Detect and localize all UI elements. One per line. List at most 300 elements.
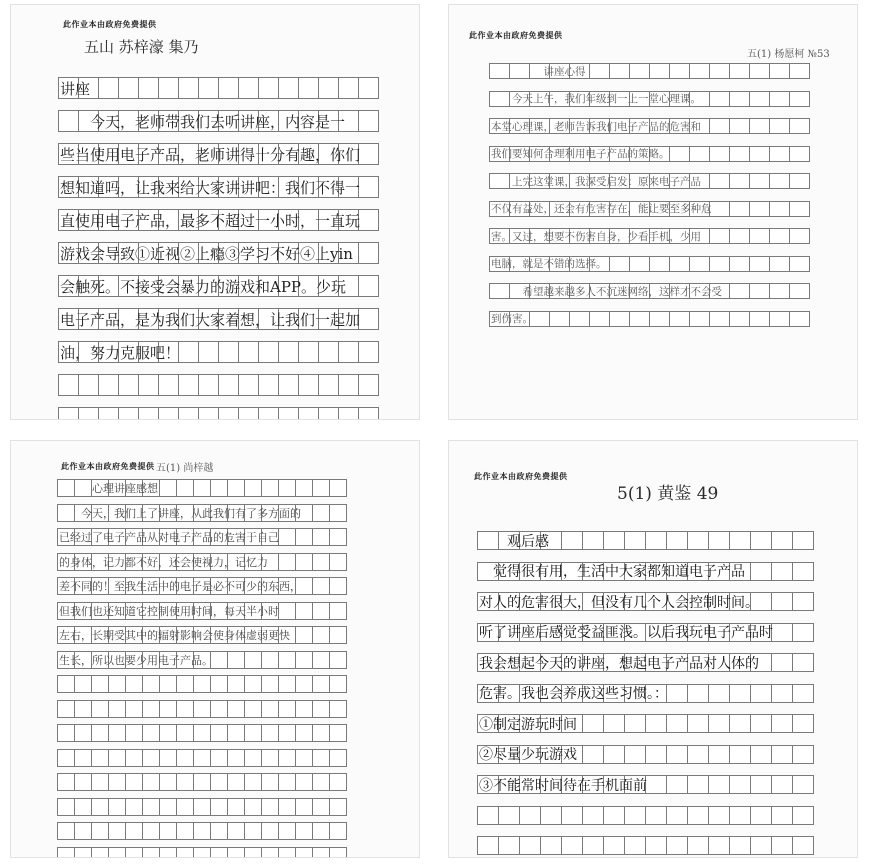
grid-cell (645, 836, 667, 855)
handwritten-line: 心理讲座感想 (59, 482, 158, 495)
grid-cell (477, 806, 499, 825)
grid-cell (57, 700, 75, 718)
homework-sheet-2 (448, 4, 858, 420)
grid-cell (771, 806, 793, 825)
grid-cell (125, 749, 143, 767)
grid-cell (278, 407, 299, 420)
grid-row (57, 798, 346, 816)
grid-row (57, 724, 346, 742)
grid-cell (91, 675, 109, 693)
grid-cell (329, 749, 347, 767)
handwritten-line: ②尽量少玩游戏 (479, 747, 577, 763)
grid-cell (176, 798, 194, 816)
grid-cell (193, 675, 211, 693)
grid-cell (57, 822, 75, 840)
grid-cell (312, 822, 330, 840)
grid-cell (244, 700, 262, 718)
grid-cell (57, 675, 75, 693)
grid-cell (244, 773, 262, 791)
grid-cell (74, 749, 92, 767)
grid-cell (78, 407, 99, 420)
grid-row (58, 143, 378, 165)
grid-cell (238, 407, 259, 420)
grid-cell (125, 822, 143, 840)
grid-cell (176, 822, 194, 840)
grid-cell (91, 773, 109, 791)
grid-cell (498, 806, 520, 825)
grid-cell (178, 407, 199, 420)
grid-cell (159, 773, 177, 791)
grid-cell (298, 374, 319, 396)
grid-row (489, 91, 809, 107)
grid-cell (244, 822, 262, 840)
grid-cell (477, 836, 499, 855)
grid-cell (142, 822, 160, 840)
handwritten-line: 电脑，就是不错的选择。 (491, 258, 607, 270)
grid-cell (261, 724, 279, 742)
handwritten-line: 对人的危害很大，但没有几个人会控制时间。 (479, 594, 759, 611)
grid-cell (108, 798, 126, 816)
grid-cell (312, 847, 330, 859)
grid-cell (295, 724, 313, 742)
grid-cell (295, 773, 313, 791)
grid-cell (295, 675, 313, 693)
grid-cell (91, 847, 109, 859)
grid-cell (329, 700, 347, 718)
grid-cell (329, 773, 347, 791)
grid-cell (198, 374, 219, 396)
grid-cell (540, 836, 562, 855)
handwritten-line: ③不能常时间待在手机面前 (479, 777, 647, 794)
grid-cell (125, 847, 143, 859)
grid-cell (210, 749, 228, 767)
grid-cell (118, 407, 139, 420)
grid-cell (519, 806, 541, 825)
grid-cell (176, 773, 194, 791)
grid-row (477, 592, 813, 611)
handwritten-line: 上完这堂课，我深受启发：原来电子产品 (491, 175, 701, 188)
grid-row (57, 822, 346, 840)
handwritten-line: 今天，老师带我们去听讲座，内容是一 (60, 112, 346, 131)
grid-cell (74, 724, 92, 742)
student-name: 五(1) 尚梓越 (156, 463, 214, 474)
grid-cell (312, 749, 330, 767)
grid-cell (108, 773, 126, 791)
grid-cell (261, 847, 279, 859)
grid-cell (210, 700, 228, 718)
grid-cell (278, 749, 296, 767)
grid-cell (210, 847, 228, 859)
grid-cell (312, 798, 330, 816)
grid-cell (338, 407, 359, 420)
grid-cell (142, 847, 160, 859)
grid-cell (603, 806, 625, 825)
grid-cell (125, 798, 143, 816)
grid-cell (261, 675, 279, 693)
grid-cell (624, 836, 646, 855)
grid-cell (193, 798, 211, 816)
grid-cell (278, 822, 296, 840)
handwritten-line: 左右，长期受其中的辐射影响会使身体虚弱更快 (59, 629, 290, 642)
handwritten-line: 些当使用电子产品，老师讲得十分有趣，你们 (60, 145, 361, 164)
grid-row (489, 63, 809, 79)
grid-cell (193, 724, 211, 742)
grid-cell (57, 724, 75, 742)
grid-cell (519, 836, 541, 855)
handwritten-line: 电子产品，是为我们大家着想，让我们一起加 (60, 310, 361, 329)
grid-cell (138, 374, 159, 396)
handwritten-line: 观后感 (479, 533, 549, 550)
grid-row (57, 479, 346, 497)
grid-cell (329, 822, 347, 840)
grid-row (57, 528, 346, 546)
grid-row (58, 176, 378, 198)
grid-cell (98, 374, 119, 396)
grid-cell (278, 675, 296, 693)
grid-cell (210, 773, 228, 791)
grid-cell (159, 822, 177, 840)
grid-cell (193, 749, 211, 767)
grid-cell (244, 724, 262, 742)
grid-cell (750, 806, 772, 825)
grid-cell (159, 749, 177, 767)
grid-cell (218, 374, 239, 396)
writing-grid (477, 531, 813, 858)
grid-cell (645, 806, 667, 825)
grid-cell (244, 847, 262, 859)
grid-cell (295, 749, 313, 767)
grid-row (57, 700, 346, 718)
grid-row (489, 311, 809, 327)
handwritten-line: 讲座心得 (491, 65, 586, 78)
grid-cell (176, 675, 194, 693)
grid-row (57, 577, 346, 595)
handwritten-line: 讲座 (60, 79, 91, 98)
grid-cell (78, 374, 99, 396)
grid-cell (91, 798, 109, 816)
handwritten-line: 油，努力克服吧！ (60, 343, 181, 362)
grid-cell (210, 724, 228, 742)
grid-cell (108, 675, 126, 693)
handwritten-line: 不仅有益处，还会有危害存在，能让要至多种危 (491, 203, 712, 215)
grid-row (57, 847, 346, 859)
grid-cell (176, 700, 194, 718)
grid-cell (312, 675, 330, 693)
grid-cell (159, 724, 177, 742)
grid-cell (57, 847, 75, 859)
grid-row (477, 836, 813, 855)
handwritten-line: 的身体，记力都不好，还会使视力，记忆力 (59, 555, 268, 569)
grid-cell (91, 822, 109, 840)
grid-cell (193, 822, 211, 840)
grid-cell (142, 675, 160, 693)
grid-cell (227, 822, 245, 840)
grid-cell (729, 806, 751, 825)
grid-row (58, 275, 378, 297)
grid-row (477, 623, 813, 642)
handwritten-line: 今天，我们上了讲座，从此我们有了多方面的 (59, 506, 301, 520)
grid-cell (244, 675, 262, 693)
grid-row (477, 806, 813, 825)
grid-cell (91, 724, 109, 742)
grid-row (58, 209, 378, 231)
grid-cell (261, 773, 279, 791)
grid-cell (318, 407, 339, 420)
student-name: 五山 苏梓濠 集乃 (84, 38, 199, 56)
handwritten-line: 生长，所以也要少用电子产品。 (59, 653, 213, 667)
grid-cell (329, 798, 347, 816)
grid-cell (561, 806, 583, 825)
grid-cell (708, 806, 730, 825)
grid-cell (318, 374, 339, 396)
grid-cell (358, 374, 379, 396)
grid-cell (158, 374, 179, 396)
grid-cell (108, 847, 126, 859)
handwritten-line: 但我们也还知道它控制使用时间，每天半小时 (59, 604, 279, 618)
grid-row (477, 745, 813, 764)
grid-cell (278, 798, 296, 816)
grid-cell (142, 700, 160, 718)
grid-cell (278, 700, 296, 718)
grid-cell (58, 374, 79, 396)
grid-row (489, 173, 809, 189)
grid-cell (125, 724, 143, 742)
grid-cell (666, 836, 688, 855)
handwritten-line: 已经过了电子产品从对电子产品的危害于自己 (59, 531, 279, 544)
grid-row (58, 341, 378, 363)
grid-cell (176, 847, 194, 859)
handwritten-line: 害。又过，想要不伤害自身，少看手机，少用 (491, 230, 701, 243)
writing-grid (57, 479, 346, 858)
grid-cell (91, 700, 109, 718)
grid-row (58, 242, 378, 264)
handwritten-line: 差不同的！至我生活中的电子是必不可少的东西， (59, 580, 301, 593)
grid-row (57, 749, 346, 767)
grid-row (58, 110, 378, 132)
grid-row (57, 602, 346, 620)
grid-cell (227, 749, 245, 767)
grid-cell (142, 724, 160, 742)
grid-cell (58, 407, 79, 420)
grid-cell (261, 798, 279, 816)
grid-cell (218, 407, 239, 420)
grid-cell (193, 847, 211, 859)
grid-cell (295, 847, 313, 859)
grid-cell (582, 836, 604, 855)
grid-cell (298, 407, 319, 420)
grid-cell (91, 749, 109, 767)
grid-cell (498, 836, 520, 855)
grid-cell (312, 773, 330, 791)
grid-cell (159, 847, 177, 859)
handwritten-line: 希望越来越多人不沉迷网络，这样才不会受 (491, 285, 722, 298)
grid-cell (74, 847, 92, 859)
homework-sheet-4 (448, 440, 858, 858)
grid-cell (227, 798, 245, 816)
grid-cell (244, 749, 262, 767)
grid-cell (244, 798, 262, 816)
grid-cell (142, 798, 160, 816)
grid-row (57, 651, 346, 669)
grid-cell (295, 700, 313, 718)
handwritten-line: 直使用电子产品，最多不超过一小时，一直玩 (60, 211, 361, 230)
grid-row (57, 553, 346, 571)
grid-cell (74, 798, 92, 816)
grid-cell (295, 798, 313, 816)
grid-cell (338, 374, 359, 396)
grid-cell (687, 806, 709, 825)
grid-cell (98, 407, 119, 420)
grid-row (58, 407, 378, 420)
grid-cell (158, 407, 179, 420)
grid-cell (278, 724, 296, 742)
sheet-header: 此作业本由政府免费提供 (61, 462, 155, 471)
grid-cell (125, 773, 143, 791)
grid-cell (176, 724, 194, 742)
grid-cell (258, 374, 279, 396)
sheet-header: 此作业本由政府免费提供 (474, 472, 568, 481)
grid-cell (108, 749, 126, 767)
sheet-header: 此作业本由政府免费提供 (469, 31, 563, 40)
grid-cell (227, 773, 245, 791)
grid-cell (278, 847, 296, 859)
grid-cell (238, 374, 259, 396)
grid-cell (118, 374, 139, 396)
grid-cell (258, 407, 279, 420)
grid-cell (561, 836, 583, 855)
grid-row (57, 626, 346, 644)
grid-row (477, 714, 813, 733)
grid-cell (57, 773, 75, 791)
grid-cell (792, 836, 814, 855)
grid-cell (142, 773, 160, 791)
grid-cell (687, 836, 709, 855)
grid-cell (108, 724, 126, 742)
student-name: 五(1) 杨愿柯 №53 (747, 49, 830, 60)
sheet-header: 此作业本由政府免费提供 (63, 20, 157, 29)
grid-cell (792, 806, 814, 825)
grid-cell (74, 822, 92, 840)
grid-row (58, 374, 378, 396)
grid-row (489, 256, 809, 272)
grid-cell (278, 374, 299, 396)
grid-cell (193, 700, 211, 718)
grid-cell (329, 724, 347, 742)
homework-sheet-3 (10, 440, 420, 858)
grid-row (58, 77, 378, 99)
handwritten-line: 到伤害。 (491, 313, 533, 325)
grid-cell (176, 749, 194, 767)
handwritten-line: 想知道吗，让我来给大家讲讲吧：我们不得一 (60, 178, 361, 197)
grid-cell (142, 749, 160, 767)
grid-cell (108, 700, 126, 718)
homework-sheet-1 (10, 4, 420, 420)
grid-row (477, 562, 813, 581)
grid-cell (312, 700, 330, 718)
grid-cell (666, 806, 688, 825)
grid-cell (227, 724, 245, 742)
grid-row (477, 653, 813, 672)
grid-cell (108, 822, 126, 840)
grid-cell (125, 700, 143, 718)
grid-cell (178, 374, 199, 396)
grid-row (489, 146, 809, 162)
grid-cell (193, 773, 211, 791)
handwritten-line: 会触死。不接受会暴力的游戏和APP。少玩 (60, 277, 347, 296)
handwritten-line: 游戏会导致①近视②上瘾③学习不好④上yin (60, 244, 353, 263)
grid-cell (729, 836, 751, 855)
grid-cell (278, 773, 296, 791)
grid-cell (771, 836, 793, 855)
grid-cell (159, 798, 177, 816)
grid-row (57, 773, 346, 791)
grid-row (489, 201, 809, 217)
writing-grid (489, 63, 809, 338)
handwritten-line: 危害。我也会养成这些习惯。： (479, 686, 668, 702)
student-name: 5(1) 黄鉴 49 (617, 484, 719, 504)
handwritten-line: 听了讲座后感觉受益匪浅。以后我玩电子产品时 (479, 625, 773, 641)
grid-row (57, 675, 346, 693)
grid-cell (57, 749, 75, 767)
grid-row (57, 504, 346, 522)
grid-row (477, 775, 813, 794)
grid-row (58, 308, 378, 330)
grid-cell (708, 836, 730, 855)
handwritten-line: 今天上午，我们年级到一上一堂心理课。 (491, 93, 701, 105)
grid-cell (227, 847, 245, 859)
grid-cell (138, 407, 159, 420)
grid-cell (227, 675, 245, 693)
grid-cell (210, 798, 228, 816)
grid-cell (74, 700, 92, 718)
grid-cell (210, 675, 228, 693)
handwritten-line: 我会想起今天的讲座，想起电子产品对人体的 (479, 655, 759, 672)
grid-cell (74, 675, 92, 693)
handwritten-line: 本堂心理课，老师告诉我们电子产品的危害和 (491, 120, 701, 133)
grid-row (489, 283, 809, 299)
grid-cell (358, 407, 379, 420)
grid-cell (159, 675, 177, 693)
grid-cell (312, 724, 330, 742)
grid-cell (198, 407, 219, 420)
grid-row (477, 684, 813, 703)
grid-cell (540, 806, 562, 825)
grid-cell (603, 836, 625, 855)
grid-cell (125, 675, 143, 693)
grid-cell (750, 836, 772, 855)
grid-cell (329, 675, 347, 693)
grid-cell (227, 700, 245, 718)
writing-grid (58, 77, 378, 420)
grid-cell (74, 773, 92, 791)
grid-row (489, 118, 809, 134)
handwritten-line: 觉得很有用，生活中大家都知道电子产品 (479, 564, 745, 580)
handwritten-line: ①制定游玩时间 (479, 716, 577, 733)
grid-cell (210, 822, 228, 840)
handwritten-line: 我们要知何合理利用电子产品的策略。 (491, 148, 670, 160)
grid-row (477, 531, 813, 550)
grid-cell (159, 700, 177, 718)
grid-cell (261, 700, 279, 718)
grid-cell (57, 798, 75, 816)
grid-cell (329, 847, 347, 859)
grid-cell (624, 806, 646, 825)
grid-cell (582, 806, 604, 825)
grid-cell (261, 822, 279, 840)
grid-row (489, 228, 809, 244)
grid-cell (261, 749, 279, 767)
grid-cell (295, 822, 313, 840)
